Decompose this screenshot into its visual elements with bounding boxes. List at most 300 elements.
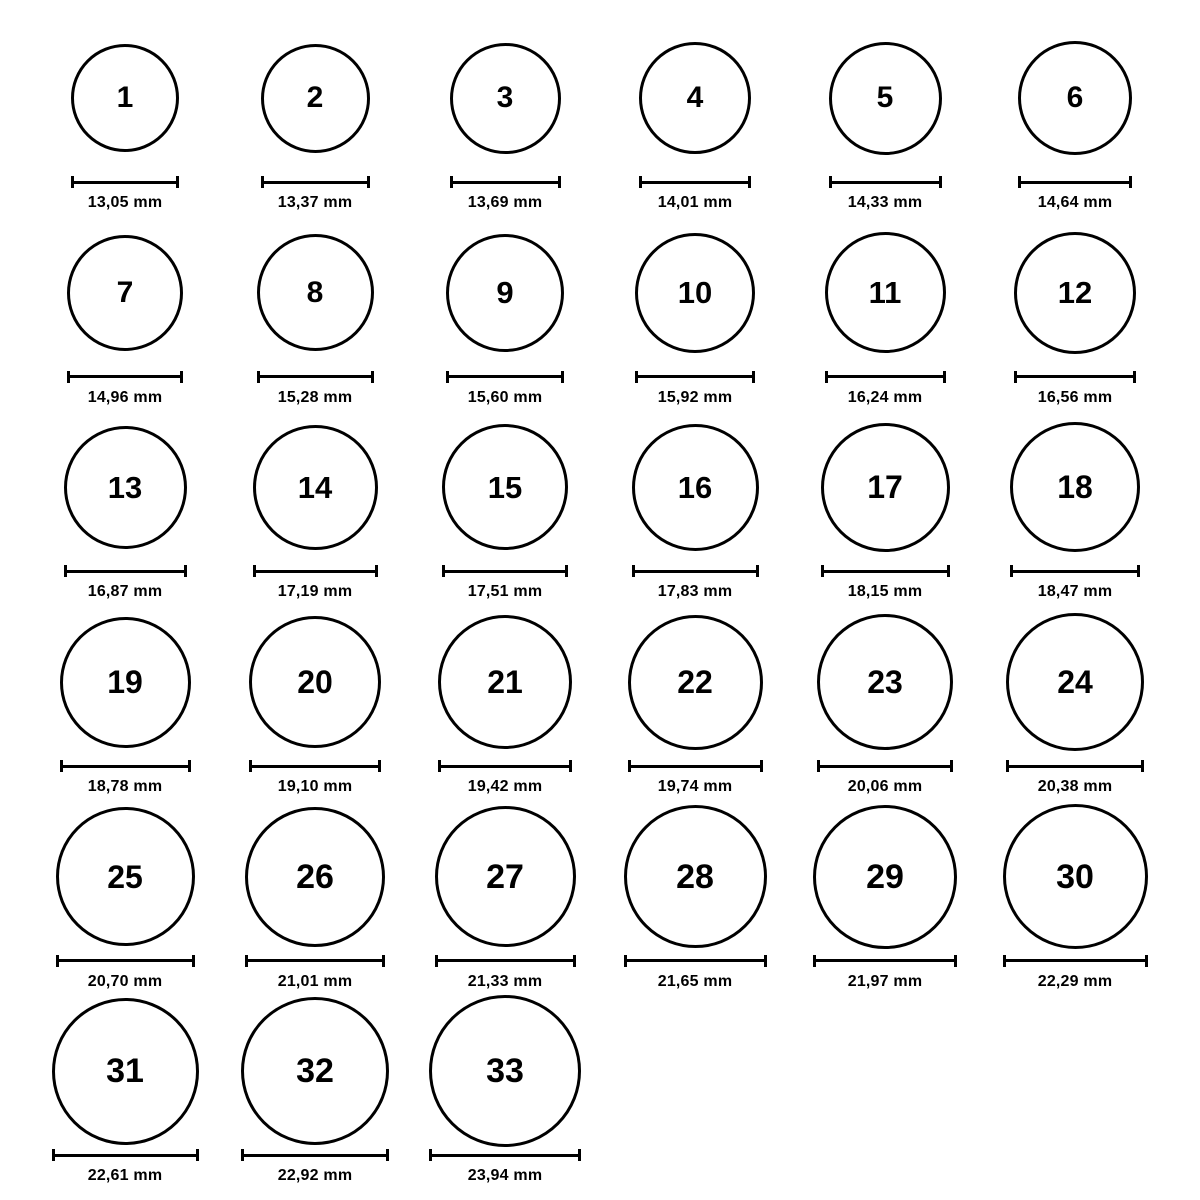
diameter-measure-bar	[435, 955, 576, 967]
measure-cap-left	[1018, 176, 1021, 188]
ring-circle-icon	[249, 616, 381, 748]
measure-cap-right	[176, 176, 179, 188]
diameter-mm-label: 14,96 mm	[87, 388, 163, 406]
ring-circle-icon	[435, 806, 576, 947]
measure-cap-left	[632, 565, 635, 577]
ring-size-row	[30, 411, 1170, 606]
measure-cap-right	[192, 955, 195, 967]
ring-size-cell[interactable]	[980, 801, 1170, 991]
diameter-mm-label: 16,87 mm	[87, 583, 163, 601]
diameter-measure-bar	[635, 371, 755, 383]
measure-cap-left	[624, 955, 627, 967]
measure-cap-right	[386, 1149, 389, 1161]
ring-circle-wrapper	[438, 606, 572, 758]
diameter-measure-bar	[632, 565, 759, 577]
diameter-measure-bar	[71, 176, 179, 188]
ring-circle-wrapper	[64, 411, 187, 563]
ring-circle-icon	[67, 235, 183, 351]
measure-line	[56, 959, 195, 962]
measure-cap-right	[756, 565, 759, 577]
measure-line	[632, 570, 759, 573]
diameter-mm-label: 13,69 mm	[467, 194, 543, 211]
diameter-mm-label: 19,42 mm	[467, 778, 543, 796]
ring-circle-wrapper	[56, 801, 195, 953]
ring-circle-wrapper	[1014, 217, 1136, 369]
diameter-measure-bar	[438, 760, 572, 772]
measure-line	[245, 959, 385, 962]
ring-size-row	[30, 217, 1170, 412]
diameter-mm-label: 18,15 mm	[847, 583, 923, 601]
diameter-measure-bar	[450, 176, 561, 188]
ring-size-number: 32	[296, 1052, 334, 1091]
measure-line	[639, 181, 751, 184]
measure-cap-left	[639, 176, 642, 188]
diameter-measure-bar	[442, 565, 568, 577]
measure-cap-left	[241, 1149, 244, 1161]
diameter-measure-bar	[628, 760, 763, 772]
measure-cap-right	[947, 565, 950, 577]
measure-cap-left	[64, 565, 67, 577]
diameter-measure-bar	[1010, 565, 1140, 577]
ring-size-number: 26	[296, 857, 334, 896]
ring-circle-wrapper	[450, 22, 561, 174]
measure-line	[813, 959, 957, 962]
ring-size-cell[interactable]	[410, 22, 600, 212]
ring-size-cell[interactable]	[790, 801, 980, 991]
diameter-measure-bar	[253, 565, 378, 577]
ring-circle-wrapper	[632, 411, 759, 563]
measure-cap-left	[825, 371, 828, 383]
ring-size-number: 18	[1057, 469, 1093, 506]
diameter-measure-bar	[817, 760, 953, 772]
ring-circle-icon	[446, 234, 564, 352]
ring-size-cell[interactable]	[220, 22, 410, 212]
diameter-measure-bar	[52, 1149, 199, 1161]
ring-size-cell[interactable]	[980, 217, 1170, 407]
measure-cap-left	[1006, 760, 1009, 772]
diameter-measure-bar	[56, 955, 195, 967]
ring-size-cell[interactable]	[600, 22, 790, 212]
measure-line	[253, 570, 378, 573]
ring-circle-wrapper	[67, 217, 183, 369]
measure-line	[429, 1154, 581, 1157]
ring-circle-wrapper	[1018, 22, 1132, 174]
measure-cap-left	[52, 1149, 55, 1161]
ring-circle-icon	[438, 615, 572, 749]
ring-size-number: 27	[486, 857, 524, 896]
measure-cap-left	[71, 176, 74, 188]
ring-size-number: 8	[306, 275, 324, 309]
diameter-mm-label: 15,60 mm	[467, 388, 543, 406]
ring-circle-wrapper	[628, 606, 763, 758]
ring-size-number: 13	[107, 469, 143, 505]
ring-size-number: 10	[677, 275, 713, 311]
diameter-mm-label: 14,33 mm	[847, 194, 923, 211]
ring-size-cell[interactable]	[790, 411, 980, 601]
ring-size-number: 15	[487, 469, 523, 505]
ring-size-cell[interactable]	[410, 801, 600, 991]
measure-line	[1018, 181, 1132, 184]
ring-size-cell[interactable]	[790, 217, 980, 407]
measure-cap-left	[813, 955, 816, 967]
ring-circle-wrapper	[817, 606, 953, 758]
ring-size-cell[interactable]	[30, 411, 220, 601]
ring-size-number: 14	[297, 469, 333, 505]
ring-circle-icon	[60, 617, 191, 748]
measure-cap-left	[438, 760, 441, 772]
ring-circle-wrapper	[1010, 411, 1140, 563]
ring-circle-wrapper	[435, 801, 576, 953]
measure-line	[64, 570, 187, 573]
diameter-mm-label: 21,33 mm	[467, 972, 543, 990]
measure-cap-left	[56, 955, 59, 967]
diameter-mm-label: 22,61 mm	[87, 1167, 163, 1185]
measure-cap-right	[943, 371, 946, 383]
ring-circle-icon	[635, 233, 755, 353]
diameter-mm-label: 14,01 mm	[657, 194, 733, 211]
measure-cap-left	[628, 760, 631, 772]
ring-size-row	[30, 22, 1170, 217]
ring-size-cell[interactable]	[30, 995, 220, 1185]
ring-circle-wrapper	[52, 995, 199, 1147]
ring-circle-wrapper	[1006, 606, 1144, 758]
ring-size-number: 11	[868, 275, 902, 311]
ring-size-cell[interactable]	[30, 801, 220, 991]
ring-size-cell[interactable]	[790, 22, 980, 212]
ring-circle-icon	[624, 805, 767, 948]
diameter-mm-label: 14,64 mm	[1037, 194, 1113, 211]
ring-size-cell[interactable]	[410, 995, 600, 1185]
diameter-mm-label: 22,29 mm	[1037, 972, 1113, 990]
measure-cap-left	[1003, 955, 1006, 967]
measure-cap-right	[188, 760, 191, 772]
measure-line	[442, 570, 568, 573]
ring-size-row	[30, 801, 1170, 996]
measure-line	[624, 959, 767, 962]
measure-line	[1003, 959, 1148, 962]
ring-circle-wrapper	[253, 411, 378, 563]
ring-circle-icon	[257, 234, 374, 351]
measure-cap-right	[180, 371, 183, 383]
ring-size-cell[interactable]	[980, 411, 1170, 601]
ring-circle-icon	[632, 424, 759, 551]
measure-line	[249, 765, 381, 768]
diameter-mm-label: 18,78 mm	[87, 778, 163, 796]
measure-cap-left	[435, 955, 438, 967]
measure-cap-right	[1141, 760, 1144, 772]
measure-line	[829, 181, 942, 184]
measure-line	[241, 1154, 389, 1157]
ring-size-number: 17	[867, 469, 903, 506]
measure-cap-right	[367, 176, 370, 188]
measure-line	[628, 765, 763, 768]
ring-size-cell[interactable]	[220, 995, 410, 1185]
measure-cap-right	[375, 565, 378, 577]
ring-circle-icon	[253, 425, 378, 550]
measure-line	[1014, 375, 1136, 378]
measure-cap-right	[1129, 176, 1132, 188]
measure-cap-left	[450, 176, 453, 188]
measure-cap-right	[196, 1149, 199, 1161]
ring-size-cell[interactable]	[600, 217, 790, 407]
measure-cap-left	[429, 1149, 432, 1161]
measure-cap-left	[446, 371, 449, 383]
diameter-mm-label: 15,28 mm	[277, 388, 353, 406]
measure-line	[257, 375, 374, 378]
measure-cap-right	[573, 955, 576, 967]
measure-cap-right	[558, 176, 561, 188]
measure-line	[438, 765, 572, 768]
measure-cap-right	[752, 371, 755, 383]
measure-line	[450, 181, 561, 184]
measure-cap-right	[578, 1149, 581, 1161]
measure-cap-left	[1010, 565, 1013, 577]
diameter-measure-bar	[60, 760, 191, 772]
measure-cap-right	[950, 760, 953, 772]
diameter-measure-bar	[813, 955, 957, 967]
ring-circle-wrapper	[624, 801, 767, 953]
ring-circle-icon	[56, 807, 195, 946]
ring-circle-wrapper	[245, 801, 385, 953]
ring-size-number: 20	[297, 664, 333, 701]
ring-circle-icon	[450, 43, 561, 154]
ring-size-number: 3	[496, 81, 514, 114]
ring-circle-icon	[245, 807, 385, 947]
ring-size-number: 7	[116, 275, 134, 309]
ring-size-cell[interactable]	[600, 801, 790, 991]
measure-line	[817, 765, 953, 768]
ring-circle-icon	[52, 998, 199, 1145]
ring-size-row	[30, 606, 1170, 801]
ring-size-number: 4	[686, 81, 704, 114]
measure-cap-right	[382, 955, 385, 967]
ring-size-number: 19	[107, 664, 143, 701]
ring-size-number: 23	[867, 664, 903, 701]
measure-cap-right	[569, 760, 572, 772]
ring-circle-icon	[821, 423, 950, 552]
measure-cap-left	[261, 176, 264, 188]
ring-size-number: 33	[486, 1052, 524, 1091]
measure-cap-right	[760, 760, 763, 772]
ring-size-number: 1	[116, 81, 134, 114]
measure-cap-right	[561, 371, 564, 383]
ring-circle-icon	[1014, 232, 1136, 354]
measure-cap-left	[829, 176, 832, 188]
ring-circle-icon	[829, 42, 942, 155]
ring-size-cell[interactable]	[30, 217, 220, 407]
ring-circle-icon	[817, 614, 953, 750]
ring-size-number: 29	[866, 857, 904, 896]
measure-cap-left	[67, 371, 70, 383]
measure-line	[60, 765, 191, 768]
ring-size-number: 21	[487, 664, 523, 701]
ring-circle-icon	[628, 615, 763, 750]
ring-size-number: 30	[1056, 857, 1094, 896]
diameter-mm-label: 17,19 mm	[277, 583, 353, 601]
diameter-mm-label: 19,10 mm	[277, 778, 353, 796]
ring-circle-icon	[813, 805, 957, 949]
diameter-measure-bar	[825, 371, 946, 383]
ring-size-number: 22	[677, 664, 713, 701]
measure-cap-right	[939, 176, 942, 188]
diameter-mm-label: 16,56 mm	[1037, 388, 1113, 406]
ring-size-cell[interactable]	[980, 606, 1170, 796]
diameter-mm-label: 18,47 mm	[1037, 583, 1113, 601]
ring-size-cell[interactable]	[980, 22, 1170, 212]
measure-cap-left	[635, 371, 638, 383]
diameter-mm-label: 13,37 mm	[277, 194, 353, 211]
measure-line	[1010, 570, 1140, 573]
measure-cap-left	[817, 760, 820, 772]
ring-size-row	[30, 995, 1170, 1190]
measure-cap-left	[821, 565, 824, 577]
diameter-mm-label: 20,06 mm	[847, 778, 923, 796]
ring-size-cell[interactable]	[600, 411, 790, 601]
ring-circle-icon	[1003, 804, 1148, 949]
ring-size-cell[interactable]	[220, 411, 410, 601]
ring-circle-wrapper	[639, 22, 751, 174]
ring-size-cell[interactable]	[410, 411, 600, 601]
diameter-mm-label: 21,65 mm	[657, 972, 733, 990]
diameter-measure-bar	[446, 371, 564, 383]
diameter-mm-label: 17,83 mm	[657, 583, 733, 601]
diameter-measure-bar	[67, 371, 183, 383]
ring-circle-icon	[1018, 41, 1132, 155]
diameter-measure-bar	[829, 176, 942, 188]
diameter-mm-label: 23,94 mm	[467, 1167, 543, 1185]
measure-line	[825, 375, 946, 378]
measure-cap-left	[245, 955, 248, 967]
measure-cap-right	[378, 760, 381, 772]
measure-cap-left	[60, 760, 63, 772]
ring-size-number: 25	[107, 858, 143, 895]
ring-size-cell[interactable]	[600, 606, 790, 796]
ring-size-cell[interactable]	[410, 217, 600, 407]
measure-cap-right	[371, 371, 374, 383]
ring-circle-wrapper	[821, 411, 950, 563]
measure-cap-left	[1014, 371, 1017, 383]
ring-circle-icon	[639, 42, 751, 154]
measure-line	[635, 375, 755, 378]
ring-size-number: 9	[496, 275, 514, 311]
measure-line	[435, 959, 576, 962]
ring-circle-icon	[71, 44, 179, 152]
diameter-measure-bar	[1003, 955, 1148, 967]
diameter-measure-bar	[639, 176, 751, 188]
ring-circle-icon	[64, 426, 187, 549]
diameter-mm-label: 22,92 mm	[277, 1167, 353, 1185]
ring-circle-wrapper	[249, 606, 381, 758]
ring-size-number: 31	[106, 1052, 144, 1091]
ring-circle-wrapper	[442, 411, 568, 563]
diameter-mm-label: 19,74 mm	[657, 778, 733, 796]
measure-line	[446, 375, 564, 378]
diameter-measure-bar	[821, 565, 950, 577]
measure-cap-left	[253, 565, 256, 577]
ring-size-number: 2	[306, 81, 324, 114]
measure-line	[261, 181, 370, 184]
measure-line	[1006, 765, 1144, 768]
ring-circle-icon	[825, 232, 946, 353]
ring-circle-wrapper	[60, 606, 191, 758]
diameter-measure-bar	[64, 565, 187, 577]
ring-size-number: 12	[1057, 275, 1093, 311]
measure-line	[821, 570, 950, 573]
diameter-measure-bar	[1014, 371, 1136, 383]
ring-circle-wrapper	[446, 217, 564, 369]
diameter-measure-bar	[245, 955, 385, 967]
diameter-mm-label: 21,01 mm	[277, 972, 353, 990]
diameter-mm-label: 13,05 mm	[87, 194, 163, 211]
diameter-mm-label: 21,97 mm	[847, 972, 923, 990]
measure-line	[52, 1154, 199, 1157]
diameter-measure-bar	[624, 955, 767, 967]
ring-size-cell[interactable]	[30, 606, 220, 796]
diameter-measure-bar	[1006, 760, 1144, 772]
measure-line	[67, 375, 183, 378]
diameter-measure-bar	[261, 176, 370, 188]
measure-cap-left	[249, 760, 252, 772]
ring-circle-icon	[261, 44, 370, 153]
diameter-mm-label: 16,24 mm	[847, 388, 923, 406]
ring-size-cell[interactable]	[220, 217, 410, 407]
measure-line	[71, 181, 179, 184]
measure-cap-right	[565, 565, 568, 577]
ring-circle-icon	[442, 424, 568, 550]
ring-circle-icon	[1010, 422, 1140, 552]
diameter-mm-label: 20,38 mm	[1037, 778, 1113, 796]
ring-circle-wrapper	[829, 22, 942, 174]
diameter-measure-bar	[241, 1149, 389, 1161]
ring-circle-wrapper	[257, 217, 374, 369]
diameter-measure-bar	[249, 760, 381, 772]
ring-circle-wrapper	[71, 22, 179, 174]
ring-circle-wrapper	[429, 995, 581, 1147]
diameter-measure-bar	[429, 1149, 581, 1161]
ring-size-number: 28	[676, 857, 714, 896]
ring-circle-wrapper	[813, 801, 957, 953]
ring-circle-wrapper	[241, 995, 389, 1147]
ring-circle-icon	[241, 997, 389, 1145]
ring-size-cell[interactable]	[220, 606, 410, 796]
ring-size-cell[interactable]	[790, 606, 980, 796]
ring-size-number: 24	[1057, 664, 1093, 701]
measure-cap-right	[184, 565, 187, 577]
measure-cap-right	[1133, 371, 1136, 383]
diameter-mm-label: 17,51 mm	[467, 583, 543, 601]
measure-cap-right	[954, 955, 957, 967]
ring-circle-wrapper	[1003, 801, 1148, 953]
diameter-mm-label: 15,92 mm	[657, 388, 733, 406]
diameter-measure-bar	[257, 371, 374, 383]
ring-circle-icon	[1006, 613, 1144, 751]
ring-size-number: 6	[1066, 81, 1084, 114]
measure-cap-right	[1137, 565, 1140, 577]
measure-cap-right	[748, 176, 751, 188]
ring-size-cell[interactable]	[220, 801, 410, 991]
measure-cap-left	[442, 565, 445, 577]
ring-circle-wrapper	[825, 217, 946, 369]
ring-circle-wrapper	[261, 22, 370, 174]
diameter-mm-label: 20,70 mm	[87, 972, 163, 990]
ring-size-cell[interactable]	[30, 22, 220, 212]
ring-circle-icon	[429, 995, 581, 1147]
ring-size-cell[interactable]	[410, 606, 600, 796]
measure-cap-right	[1145, 955, 1148, 967]
measure-cap-right	[764, 955, 767, 967]
ring-size-number: 16	[677, 469, 713, 505]
measure-cap-left	[257, 371, 260, 383]
